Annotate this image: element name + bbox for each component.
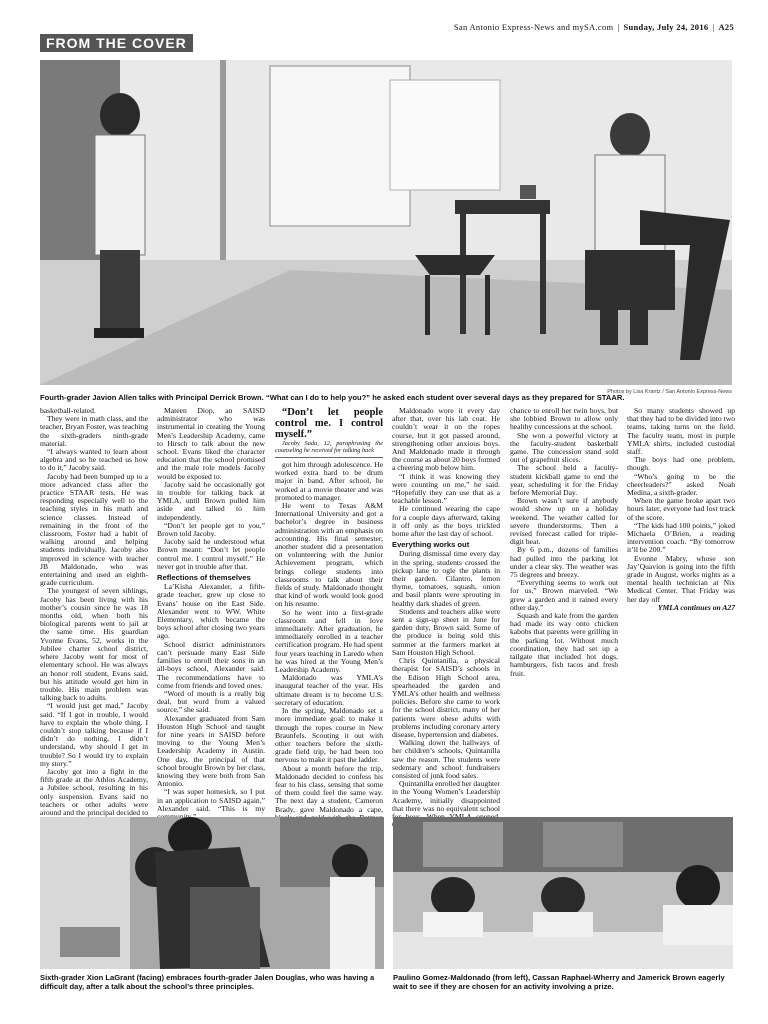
main-photo-illustration <box>40 60 732 385</box>
paragraph: got him through adolescence. He worked extra hard to be drum major in band. After school, he worked at a movie theater and was promoted to manager. <box>275 460 383 502</box>
paragraph: During dismissal time every day in the spring, students crossed the pickup lane to ogle the plants in their garden. Cilantro, lemon thyme, tomatoes, squash, onion and basil plants were sprouting in healthy dark shades of green. <box>392 549 500 608</box>
paragraph: He continued wearing the cape for a couple days afterward, taking it off only as the boys trickled home after the last day of school. <box>392 504 500 539</box>
bottom-left-caption: Sixth-grader Xion LaGrant (facing) embraces fourth-grader Jalen Douglas, who was having a difficult day, after a talk about the school’s three principles. <box>40 973 375 991</box>
paragraph: “The kids had 100 points,” joked Michaela O’Brien, a reading intervention coach. “By tomorrow it’ll be 200.” <box>627 520 735 555</box>
paragraph: Mateen Diop, an SAISD administrator who was instrumental in creating the Young Men’s Leadership Academy, came to Hirsch to talk about the new school. Evans liked the character education that the school promised and the male role models Jacoby would be exposed to. <box>157 406 265 481</box>
paragraph: The youngest of seven siblings, Jacoby has been living with his mother’s cousin since he was 18 months old, when both his biological parents went to jail at the same time. His guardian Yvonne Evans, 52, works in the Jubilee charter school district, where Jacoby went for most of elementary school. He was always an honor roll student, Evans said, but his attitude would get him in trouble. His main problem was talking back to adults. <box>40 586 148 703</box>
article-column-2 <box>157 407 265 813</box>
paragraph: Jacoby said he occasionally got in trouble for talking back at YMLA, until Brown pulled him aside and talked to him independently. <box>157 479 265 522</box>
subhead-everything-works-out: Everything works out <box>392 540 470 550</box>
paragraph: School district administrators can’t persuade many East Side families to enroll their sons in an all-boys school, Alexander said. The recommendations have to come from friends and loved ones. <box>157 639 265 690</box>
masthead: San Antonio Express-News and mySA.com | Sunday, July 24, 2016 | A25 <box>453 22 734 32</box>
main-photo <box>40 60 732 385</box>
section-label: FROM THE COVER <box>40 34 193 52</box>
paragraph: In the spring, Maldonado set a more immediate goal: to make it through the ropes course in New Braunfels. Scouting it out with other teachers before the sixth-grade field trip, he had been too nervous to make it past the ladder. <box>275 706 383 765</box>
paragraph: “I always wanted to learn about algebra and so he teached us how to do it,” Jacoby said. <box>40 447 148 473</box>
pull-quote-block <box>275 407 383 458</box>
article-column-5 <box>510 407 618 813</box>
paragraph: About a month before the trip, Maldonado decided to confess his fear to his class, sensing that some of them could feel the same way. The next day a student, Cameron Brady, gave Maldonado a cape, <box>275 763 383 814</box>
paragraph: Evonne Mabry, whose son Jay’Quavion is going into the fifth grade in August, works nights as a mental health technician at Nix Medical Center. That Friday was her day off <box>627 553 735 604</box>
masthead-name: San Antonio Express-News and mySA.com <box>453 22 614 32</box>
photo-credit: Photos by Lisa Krantz / San Antonio Express-News <box>607 389 732 395</box>
paragraph: Walking down the hallways of her children’s schools, Quintanilla saw the reason. The students were sedentary and school fundraisers consisted of junk food sales. <box>392 738 500 780</box>
paragraph: chance to enroll her twin boys, but she lobbied Brown to allow only healthy concessions at the school. <box>510 406 618 432</box>
paragraph: “Who’s going to be the cheerleaders?” asked Noah Medina, a sixth-grader. <box>627 471 735 498</box>
paragraph: Chris Quintanilla, a physical therapist for SAISD’s schools in the Edison High School area, spearheaded the garden and YMLA’s other health and wellness policies. Before she came to work for the school district, many of her patients were obese adults with problems including coronary artery disease, hypertension and diabetes. <box>392 656 500 739</box>
paragraph: “Word of mouth is a really big deal, but word from a valued source,” she said. <box>157 688 265 715</box>
paragraph: “Don’t let people get to you,” Brown told Jacoby. <box>157 520 265 539</box>
page-header <box>40 22 734 51</box>
article-column-6 <box>627 407 735 813</box>
paragraph: “I think it was knowing they were counting on me,” he said. “Hopefully they can use that as a teachable lesson.” <box>392 471 500 506</box>
paragraph: Jacoby had been bumped up to a more advanced class after the practice STAAR tests. He was responding especially well to the teaching styles in his math and science classes. Instead of remaining in the front of the classroom, Foster had a habit of walking around and helping students individually. Jacoby also improved in science with teacher JB Maldonado, who was entertaining and used an eighth-grade curriculum. <box>40 471 148 588</box>
paragraph: Maldonado wore it every day after that, over his lab coat. He couldn’t wear it on the ropes course, but it got passed around, strengthening other anxious boys. And Maldonado made it through the course as about 20 boys formed a cheering mob below him. <box>392 406 500 473</box>
paragraph: “I was super homesick, so I put in an application to SAISD again,” Alexander said. “This is my <box>157 787 265 813</box>
bottom-right-photo <box>393 817 733 969</box>
paragraph: When the game broke apart two hours later, everyone had lost track of the score. <box>627 496 735 522</box>
paragraph: Maldonado was YMLA’s inaugural teacher of the year. His ultimate dream is to become U.S. secretary of education. <box>275 673 383 707</box>
subhead-reflections: Reflections of themselves <box>157 573 251 583</box>
paragraph: Students and teachers alike were sent a sign-up sheet in June for garden duty, Brown said. Some of the produce is being sold this summer at the farmers market at Sam Houston High School. <box>392 606 500 657</box>
article-column-3 <box>275 407 383 813</box>
paragraph: The school held a faculty-student kickball game to end the year, scheduling it for the Friday before Memorial Day. <box>510 463 618 498</box>
pull-quote-attribution: Jacoby Sada, 12, paraphrasing the counseling he received for talking back <box>275 440 383 454</box>
paragraph: He went to Texas A&M International University and got a bachelor’s degree in business administration with an emphasis on accounting. His final semester, another student did a presentation on volunteering with the Junior Achievement program, which brings college students into classrooms to talk about their fields of study. Maldonado thought that kind of work would look good on his resume. <box>275 501 383 609</box>
paragraph: basketball-related. <box>40 406 96 415</box>
paragraph: They were in math class, and the teacher, Bryan Foster, was teaching the sixth-graders ninth-grade material. <box>40 414 148 448</box>
paragraph: Brown wasn’t sure if anybody would show up on a holiday weekend. The weather called for severe thunderstorms. Then a revised forecast called for triple-digit heat. <box>510 496 618 547</box>
paragraph: So many students showed up that they had to be divided into two teams, taking turns on the field. The faculty team, most in purple YMLA shirts, included custodial staff. <box>627 406 735 457</box>
paragraph: “I would just get mad,” Jacoby said. “If I got in trouble, I would have to explain the whole thing. I couldn’t stop talking because if I didn’t do nothing, I didn’t understand, why should I get in trouble? So I would try to explain my story.” <box>40 701 148 768</box>
paragraph: By 6 p.m., dozens of families had pulled into the parking lot under a clear sky. The weather was 75 degrees and breezy. <box>510 545 618 580</box>
continued-line[interactable]: YMLA continues on A27 <box>657 602 735 612</box>
bottom-left-photo <box>40 817 384 969</box>
masthead-date: Sunday, July 24, 2016 <box>623 22 709 32</box>
paragraph: Alexander graduated from Sam Houston High School and taught for nine years in SAISD before moving to the Young Men’s Leadership Academy in Austin. One day, the principal of that school brought Brown by her class, knowing they were both from San Antonio. <box>157 713 265 789</box>
pull-quote: “Don’t let people control me. I control myself.” <box>275 407 383 440</box>
paragraph: Jacoby said he understood what Brown meant: “Don’t let people control me. I control myself.” He never got in trouble after that. <box>157 537 265 571</box>
paragraph: Quintanilla enrolled her daughter in the Young Women’s Leadership Academy, initially disappointed that there was no equivalent school <box>392 779 501 813</box>
paragraph: Jacoby got into a fight in the fifth grade at the Athlos Academy, a Jubilee school, resulting in his only suspension. Evans said no teachers or other adults were around and the principal decided to <box>40 766 148 817</box>
paragraph: She won a powerful victory at the faculty-student basketball game. The concession stand sold out of grapefruit slices. <box>510 430 618 465</box>
main-photo-caption: Fourth-grader Javion Allen talks with Principal Derrick Brown. “What can I do to help you?” he asked each student over several days as they prepared for STAAR. <box>40 393 625 402</box>
article-column-1 <box>40 406 148 817</box>
paragraph: La’Kisha Alexander, a fifth-grade teacher, grew up close to Evans’ house on the East Side. Alexander went to WW. White Elementary, which became the boys school after closing two years ago. <box>157 582 265 641</box>
bottom-left-photo-illustration <box>40 817 384 969</box>
bottom-right-photo-illustration <box>393 817 733 969</box>
paragraph: “Everything seems to work out for us,” Brown marveled. “We grew a garden and it rained every other day.” <box>510 578 618 612</box>
bottom-right-caption: Paulino Gomez-Maldonado (from left), Cassan Raphael-Wherry and Jamerick Brown eagerly wait to see if they are chosen for an activity involving a prize. <box>393 973 725 991</box>
article-column-4 <box>392 407 500 813</box>
paragraph: The boys had one problem, though. <box>627 455 735 473</box>
paragraph: So he went into a first-grade classroom and fell in love immediately. After graduation, he immediately enrolled in a teacher certification program. He had spent four years teaching in Laredo when he was hired at the Young Men’s Leadership Academy. <box>275 607 383 675</box>
page-number: A25 <box>718 22 734 32</box>
paragraph: Squash and kale from the garden had made its way onto chicken kabobs that parents were grilling in the parking lot. Without much coordination, they had set up a tailgate that included hot dogs, hamburgers, fish tacos and fresh fruit. <box>510 611 618 678</box>
